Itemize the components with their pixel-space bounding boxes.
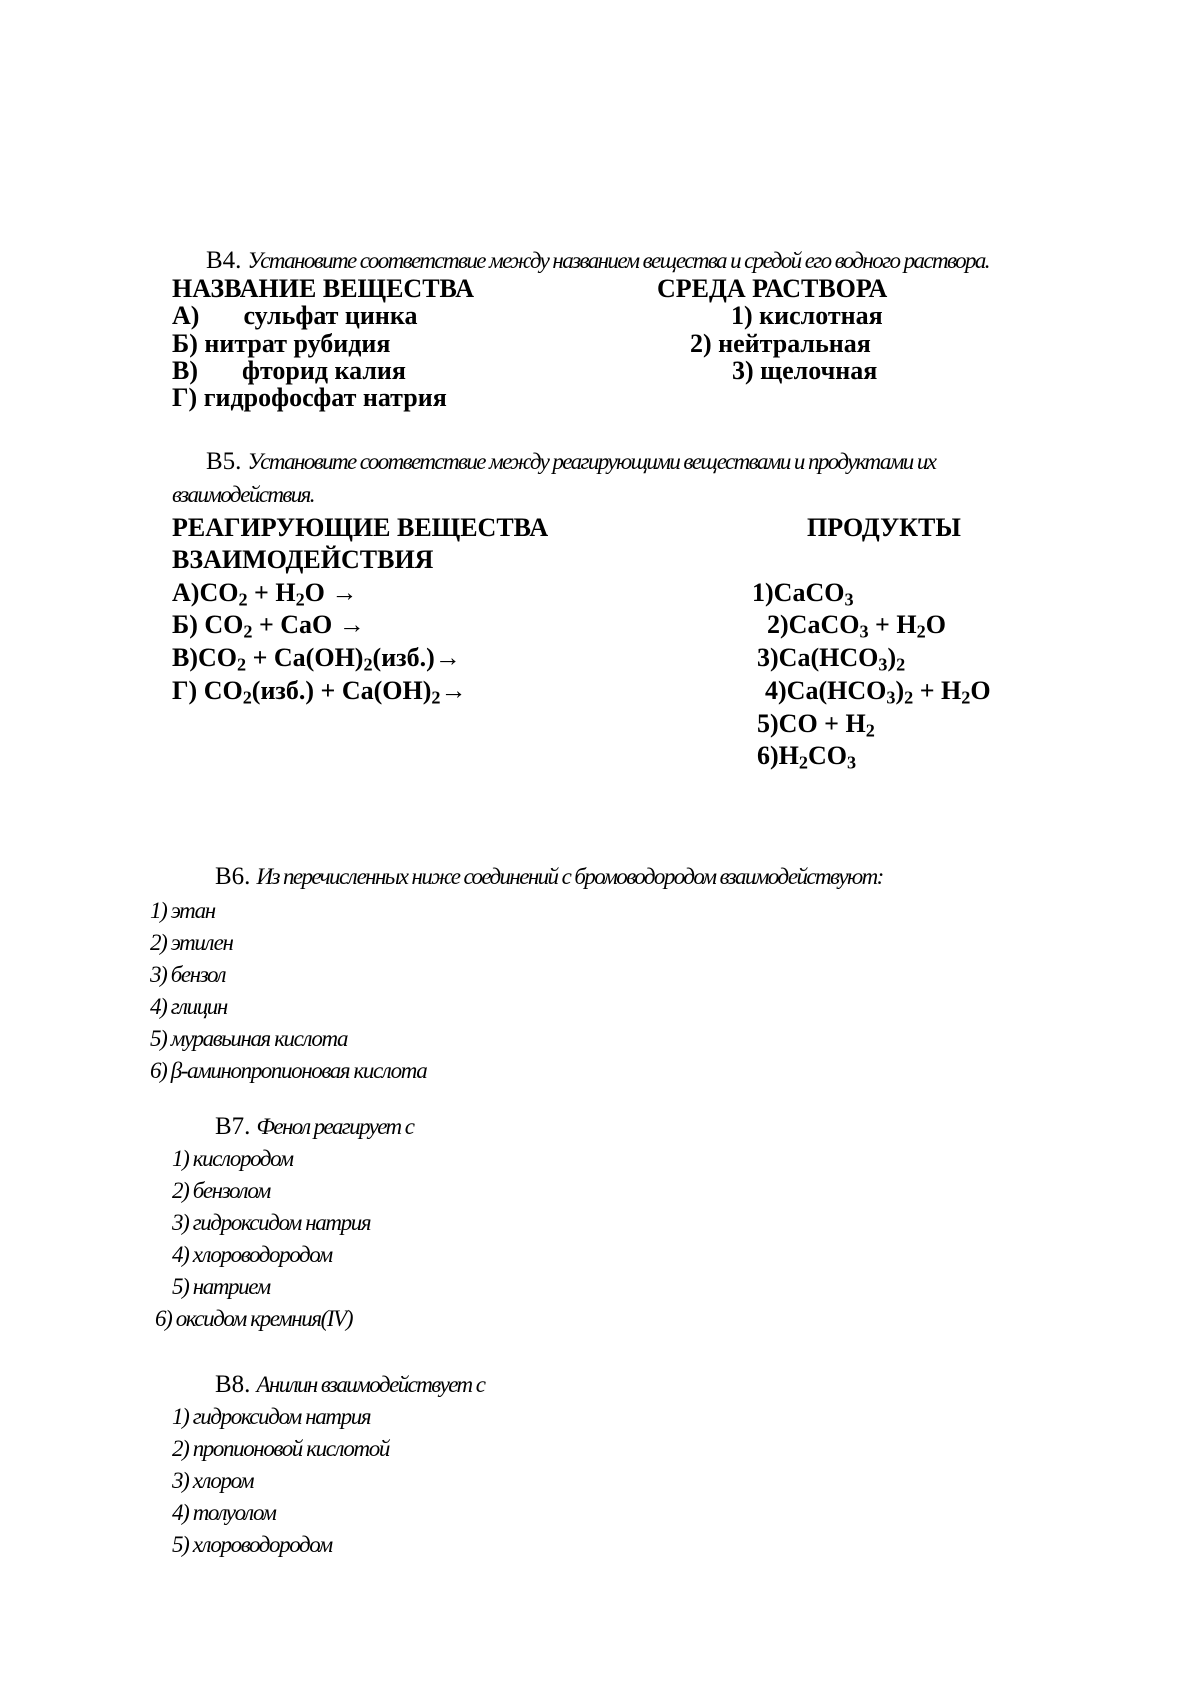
b7-number: B7. bbox=[215, 1113, 251, 1140]
formula-part: ) bbox=[887, 643, 897, 672]
b7-question bbox=[215, 1113, 413, 1141]
b4-left-header: НАЗВАНИЕ ВЕЩЕСТВА bbox=[172, 274, 475, 303]
formula-part: ) bbox=[895, 676, 905, 705]
formula-sub: 2 bbox=[238, 589, 248, 610]
formula-sub: 3 bbox=[859, 621, 869, 642]
b4-text: Установите соответствие между названием вещества и средой его водного раствора. bbox=[247, 248, 989, 273]
b4-question bbox=[206, 247, 989, 275]
b5-product-1 bbox=[752, 578, 854, 608]
formula-part: (изб.)→ bbox=[372, 643, 461, 672]
b5-product-5 bbox=[757, 709, 875, 739]
formula-part: O bbox=[970, 676, 991, 705]
b5-right-header2: ВЗАИМОДЕЙСТВИЯ bbox=[172, 545, 434, 574]
b8-option: 3) хлором bbox=[172, 1468, 254, 1493]
product-label: 6) bbox=[757, 741, 779, 770]
b7-option: 2) бензолом bbox=[172, 1178, 270, 1203]
b4-item-b bbox=[172, 329, 390, 359]
formula-part: + H bbox=[247, 578, 296, 607]
product-label: 5) bbox=[757, 709, 779, 738]
b6-option: 1) этан bbox=[150, 898, 215, 923]
formula-sub: 2 bbox=[961, 687, 971, 708]
b4-item-a bbox=[172, 301, 417, 331]
b8-option: 2) пропионовой кислотой bbox=[172, 1436, 389, 1461]
reactant-label: А) bbox=[172, 578, 200, 607]
formula-part: CO bbox=[198, 643, 237, 672]
b5-reactant-v bbox=[172, 643, 461, 673]
b5-reactant-b bbox=[172, 610, 365, 640]
b4-item-letter: Б) bbox=[172, 329, 198, 358]
formula-part: Ca(HCO bbox=[786, 676, 887, 705]
formula-part: H bbox=[778, 741, 799, 770]
formula-sub: 2 bbox=[798, 752, 808, 773]
b6-option: 5) муравьиная кислота bbox=[150, 1026, 348, 1051]
reactant-label: В) bbox=[172, 643, 198, 672]
formula-part: O → bbox=[304, 578, 358, 607]
b6-option: 6) β-аминопропионовая кислота bbox=[150, 1058, 427, 1083]
formula-part: + H bbox=[913, 676, 962, 705]
b4-item-letter: Г) bbox=[172, 383, 198, 412]
formula-part: CO bbox=[203, 676, 243, 705]
b7-option: 6) оксидом кремния(IV) bbox=[155, 1306, 353, 1331]
b6-number: B6. bbox=[215, 863, 251, 890]
formula-part: CaCO bbox=[773, 578, 845, 607]
b7-option: 5) натрием bbox=[172, 1274, 270, 1299]
b5-right-header: ПРОДУКТЫ bbox=[807, 513, 961, 542]
b4-item-text: нитрат рубидия bbox=[204, 329, 391, 358]
formula-sub: 2 bbox=[363, 654, 373, 675]
b7-option: 4) хлороводородом bbox=[172, 1242, 332, 1267]
b5-reactant-a bbox=[172, 578, 357, 608]
b6-option: 2) этилен bbox=[150, 930, 233, 955]
product-label: 4) bbox=[765, 676, 787, 705]
reactant-label: Г) bbox=[172, 676, 204, 705]
b8-option: 1) гидроксидом натрия bbox=[172, 1404, 371, 1429]
formula-part: CO + H bbox=[778, 709, 866, 738]
b4-item-v bbox=[172, 356, 406, 386]
formula-part: + CaO → bbox=[252, 610, 365, 639]
product-label: 2) bbox=[767, 610, 789, 639]
b4-item-g bbox=[172, 383, 447, 413]
b5-product-2 bbox=[767, 610, 946, 640]
formula-sub: 3 bbox=[878, 654, 888, 675]
formula-part: → bbox=[440, 676, 467, 705]
formula-sub: 2 bbox=[431, 687, 441, 708]
b7-text: Фенол реагирует с bbox=[256, 1114, 414, 1139]
formula-part: CO bbox=[199, 578, 239, 607]
b5-product-3 bbox=[757, 643, 905, 673]
b4-medium-1: 1) кислотная bbox=[731, 301, 883, 330]
b5-text-line1: Установите соответствие между реагирующими веществами и продуктами их bbox=[247, 449, 936, 474]
b6-text: Из перечисленных ниже соединений с бромоводородом взаимодействуют: bbox=[256, 864, 883, 889]
formula-sub: 2 bbox=[243, 621, 253, 642]
formula-sub: 2 bbox=[237, 654, 247, 675]
formula-sub: 2 bbox=[295, 589, 305, 610]
b5-question bbox=[206, 448, 935, 476]
b4-medium-2: 2) нейтральная bbox=[690, 329, 871, 358]
b8-option: 4) толуолом bbox=[172, 1500, 276, 1525]
formula-part: Ca(HCO bbox=[778, 643, 879, 672]
b4-item-letter: В) bbox=[172, 356, 198, 385]
formula-sub: 3 bbox=[847, 752, 857, 773]
b5-number: B5. bbox=[206, 448, 242, 475]
formula-part: (изб.) + Ca(OH) bbox=[251, 676, 432, 705]
formula-sub: 2 bbox=[916, 621, 926, 642]
formula-part: + H bbox=[868, 610, 917, 639]
formula-sub: 3 bbox=[886, 687, 896, 708]
formula-part: CaCO bbox=[788, 610, 860, 639]
b6-question bbox=[215, 863, 883, 891]
b5-product-4 bbox=[765, 676, 991, 706]
b4-item-text: гидрофосфат натрия bbox=[203, 383, 447, 412]
b4-medium-3: 3) щелочная bbox=[732, 356, 878, 385]
b8-text: Анилин взаимодействует с bbox=[256, 1372, 485, 1397]
b4-item-text: фторид калия bbox=[242, 356, 406, 385]
product-label: 3) bbox=[757, 643, 779, 672]
b4-right-header: СРЕДА РАСТВОРА bbox=[657, 274, 888, 303]
b6-option: 4) глицин bbox=[150, 994, 227, 1019]
b5-text-line2: взаимодействия. bbox=[172, 482, 314, 507]
b4-item-letter: А) bbox=[172, 301, 200, 330]
b6-option: 3) бензол bbox=[150, 962, 226, 987]
formula-sub: 2 bbox=[865, 720, 875, 741]
reactant-label: Б) bbox=[172, 610, 205, 639]
b5-reactant-g bbox=[172, 676, 467, 706]
b8-option: 5) хлороводородом bbox=[172, 1532, 332, 1557]
b7-option: 1) кислородом bbox=[172, 1146, 293, 1171]
b5-product-6 bbox=[757, 741, 856, 771]
formula-part: CO bbox=[808, 741, 847, 770]
b5-left-header: РЕАГИРУЮЩИЕ ВЕЩЕСТВА bbox=[172, 513, 549, 542]
formula-part: CO bbox=[204, 610, 244, 639]
b8-number: B8. bbox=[215, 1371, 251, 1398]
b4-number: B4. bbox=[206, 247, 242, 274]
formula-sub: 3 bbox=[844, 589, 854, 610]
formula-sub: 2 bbox=[242, 687, 252, 708]
b4-item-text: сульфат цинка bbox=[243, 301, 418, 330]
b7-option: 3) гидроксидом натрия bbox=[172, 1210, 371, 1235]
formula-sub: 2 bbox=[904, 687, 914, 708]
formula-part: + Ca(OH) bbox=[246, 643, 364, 672]
product-label: 1) bbox=[752, 578, 774, 607]
formula-part: O bbox=[925, 610, 946, 639]
formula-sub: 2 bbox=[896, 654, 906, 675]
b8-question bbox=[215, 1371, 484, 1399]
